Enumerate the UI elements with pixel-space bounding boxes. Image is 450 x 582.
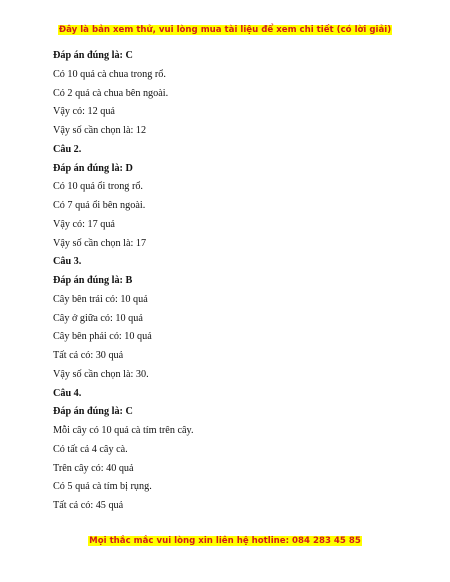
solution-line: Vậy số cần chọn là: 17 [53,237,147,249]
solution-line: Có 5 quả cà tím bị rụng. [53,481,152,493]
answer-heading: Đáp án đúng là: C [53,50,133,61]
solution-line: Tất cả có: 30 quả [53,350,124,361]
hotline-notice-banner [0,536,450,547]
question-heading: Câu 2. [53,143,82,155]
answer-heading: Đáp án đúng là: B [53,275,133,286]
question-heading: Câu 3. [53,256,82,268]
solution-line: Vậy có: 17 quả [53,218,115,230]
answer-heading: Đáp án đúng là: C [53,406,133,418]
solution-line: Cây bên trái có: 10 quả [53,293,148,305]
solution-line: Cây bên phải có: 10 quả [53,331,152,343]
solution-line: Có tất cả 4 cây cà. [53,443,128,455]
solution-line: Vậy số cần chọn là: 12 [53,125,147,136]
solution-line: Có 2 quả cà chua bên ngoài. [53,87,169,99]
solution-line: Vậy số cần chọn là: 30. [53,368,149,380]
solution-line: Vậy có: 12 quả [53,106,115,118]
solution-line: Mỗi cây có 10 quả cà tím trên cây. [53,425,194,436]
solution-line: Có 7 quả ổi bên ngoài. [53,200,146,211]
document-body [53,47,413,516]
question-heading: Câu 4. [53,387,82,399]
solution-line: Có 10 quả cà chua trong rổ. [53,68,166,80]
solution-line: Cây ở giữa có: 10 quả [53,312,143,324]
solution-line: Trên cây có: 40 quả [53,462,134,474]
preview-notice-banner [0,25,450,36]
hotline-notice-text: Mọi thắc mắc vui lòng xin liên hệ hotline: 084 283 45 85 [89,536,361,546]
solution-line: Có 10 quả ổi trong rổ. [53,181,143,193]
answer-heading: Đáp án đúng là: D [53,162,133,174]
solution-line: Tất cả có: 45 quả [53,500,124,511]
preview-notice-text: Đây là bản xem thử, vui lòng mua tài liệu để xem chi tiết (có lời giải) [58,25,392,35]
